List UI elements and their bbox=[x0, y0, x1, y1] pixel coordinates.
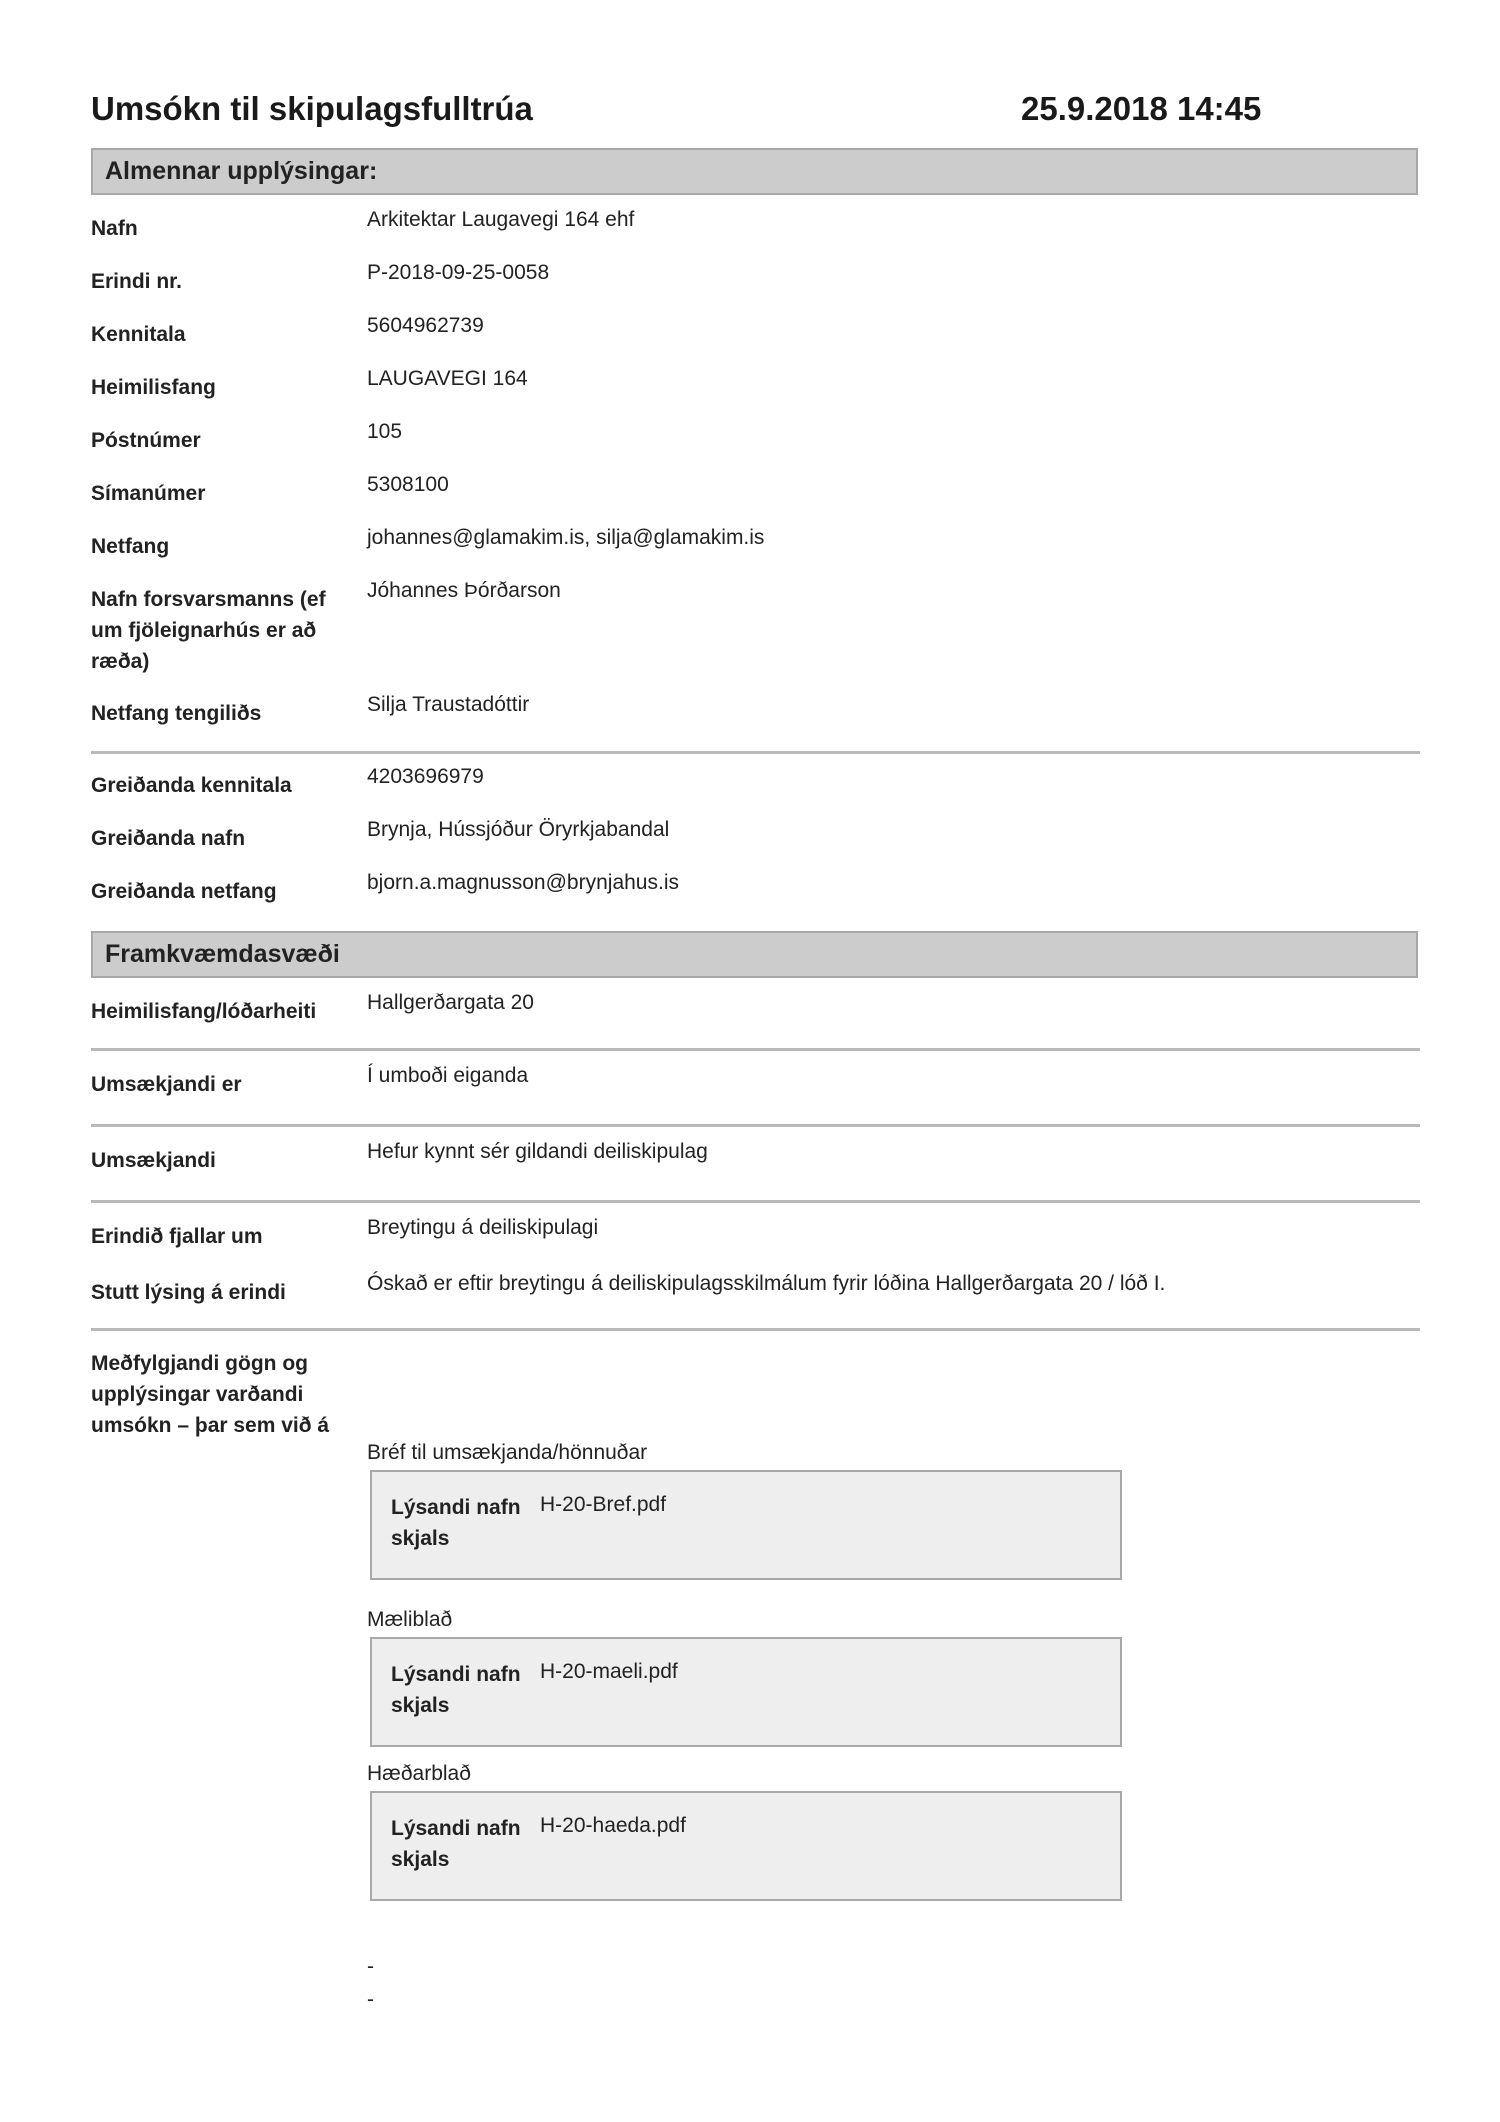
divider bbox=[91, 1328, 1420, 1331]
attachment-box bbox=[370, 1637, 1122, 1747]
attachment-caption: Mæliblað bbox=[367, 1608, 453, 1631]
attachment-file-label: Lýsandi nafn skjals bbox=[391, 1817, 521, 1871]
trailing-dash: - bbox=[367, 1988, 374, 2011]
field-label: Meðfylgjandi gögn og upplýsingar varðandi umsókn – þar sem við á bbox=[91, 1352, 330, 1437]
field-value: Óskað er eftir breytingu á deiliskipulagsskilmálum fyrir lóðina Hallgerðargata 20 / lóð I. bbox=[367, 1272, 1166, 1295]
field-label: Heimilisfang bbox=[91, 376, 216, 399]
attachment-caption: Hæðarblað bbox=[367, 1762, 471, 1785]
trailing-dash: - bbox=[367, 1955, 374, 1978]
field-value: 4203696979 bbox=[367, 765, 484, 788]
field-value: johannes@glamakim.is, silja@glamakim.is bbox=[367, 526, 765, 549]
field-label: Kennitala bbox=[91, 323, 186, 346]
field-label: Nafn bbox=[91, 217, 138, 240]
field-value: Breytingu á deiliskipulagi bbox=[367, 1216, 599, 1239]
field-value: 5308100 bbox=[367, 473, 449, 496]
attachment-box bbox=[370, 1470, 1122, 1580]
header bbox=[91, 90, 1420, 134]
divider bbox=[91, 751, 1420, 754]
attachment-file-name[interactable]: H-20-Bref.pdf bbox=[540, 1493, 667, 1516]
field-value: Silja Traustadóttir bbox=[367, 693, 530, 716]
section-area-header: Framkvæmdasvæði bbox=[91, 931, 1418, 978]
divider bbox=[91, 1124, 1420, 1127]
field-value: Hefur kynnt sér gildandi deiliskipulag bbox=[367, 1140, 708, 1163]
field-value: Hallgerðargata 20 bbox=[367, 991, 534, 1014]
attachment-file-label: Lýsandi nafn skjals bbox=[391, 1496, 521, 1550]
field-label: Nafn forsvarsmanns (ef um fjöleignarhús er að ræða) bbox=[91, 588, 326, 673]
field-value: LAUGAVEGI 164 bbox=[367, 367, 528, 390]
field-value: Arkitektar Laugavegi 164 ehf bbox=[367, 208, 635, 231]
field-value: P-2018-09-25-0058 bbox=[367, 261, 550, 284]
field-value: Brynja, Hússjóður Öryrkjabandal bbox=[367, 818, 670, 841]
attachment-box bbox=[370, 1791, 1122, 1901]
attachment-file-name[interactable]: H-20-maeli.pdf bbox=[540, 1660, 678, 1683]
attachment-file-name[interactable]: H-20-haeda.pdf bbox=[540, 1814, 686, 1837]
field-value: Í umboði eiganda bbox=[367, 1064, 529, 1087]
field-label: Greiðanda kennitala bbox=[91, 774, 292, 797]
page-title: Umsókn til skipulagsfulltrúa bbox=[91, 90, 533, 127]
timestamp: 25.9.2018 14:45 bbox=[1021, 90, 1262, 127]
field-label: Greiðanda netfang bbox=[91, 880, 277, 903]
field-label: Netfang tengiliðs bbox=[91, 702, 262, 725]
field-label: Stutt lýsing á erindi bbox=[91, 1281, 286, 1304]
field-value: bjorn.a.magnusson@brynjahus.is bbox=[367, 871, 679, 894]
attachment-caption: Bréf til umsækjanda/hönnuðar bbox=[367, 1441, 648, 1464]
divider bbox=[91, 1048, 1420, 1051]
field-label: Erindið fjallar um bbox=[91, 1225, 263, 1248]
field-label: Netfang bbox=[91, 535, 170, 558]
divider bbox=[91, 1200, 1420, 1203]
field-label: Póstnúmer bbox=[91, 429, 201, 452]
field-label: Greiðanda nafn bbox=[91, 827, 246, 850]
field-label: Heimilisfang/lóðarheiti bbox=[91, 1000, 317, 1023]
section-general-header: Almennar upplýsingar: bbox=[91, 148, 1418, 195]
field-label: Umsækjandi er bbox=[91, 1073, 242, 1096]
field-label: Erindi nr. bbox=[91, 270, 183, 293]
field-label: Símanúmer bbox=[91, 482, 206, 505]
field-label: Umsækjandi bbox=[91, 1149, 216, 1172]
field-value: 5604962739 bbox=[367, 314, 484, 337]
field-value: Jóhannes Þórðarson bbox=[367, 579, 561, 602]
attachment-file-label: Lýsandi nafn skjals bbox=[391, 1663, 521, 1717]
field-value: 105 bbox=[367, 420, 403, 443]
